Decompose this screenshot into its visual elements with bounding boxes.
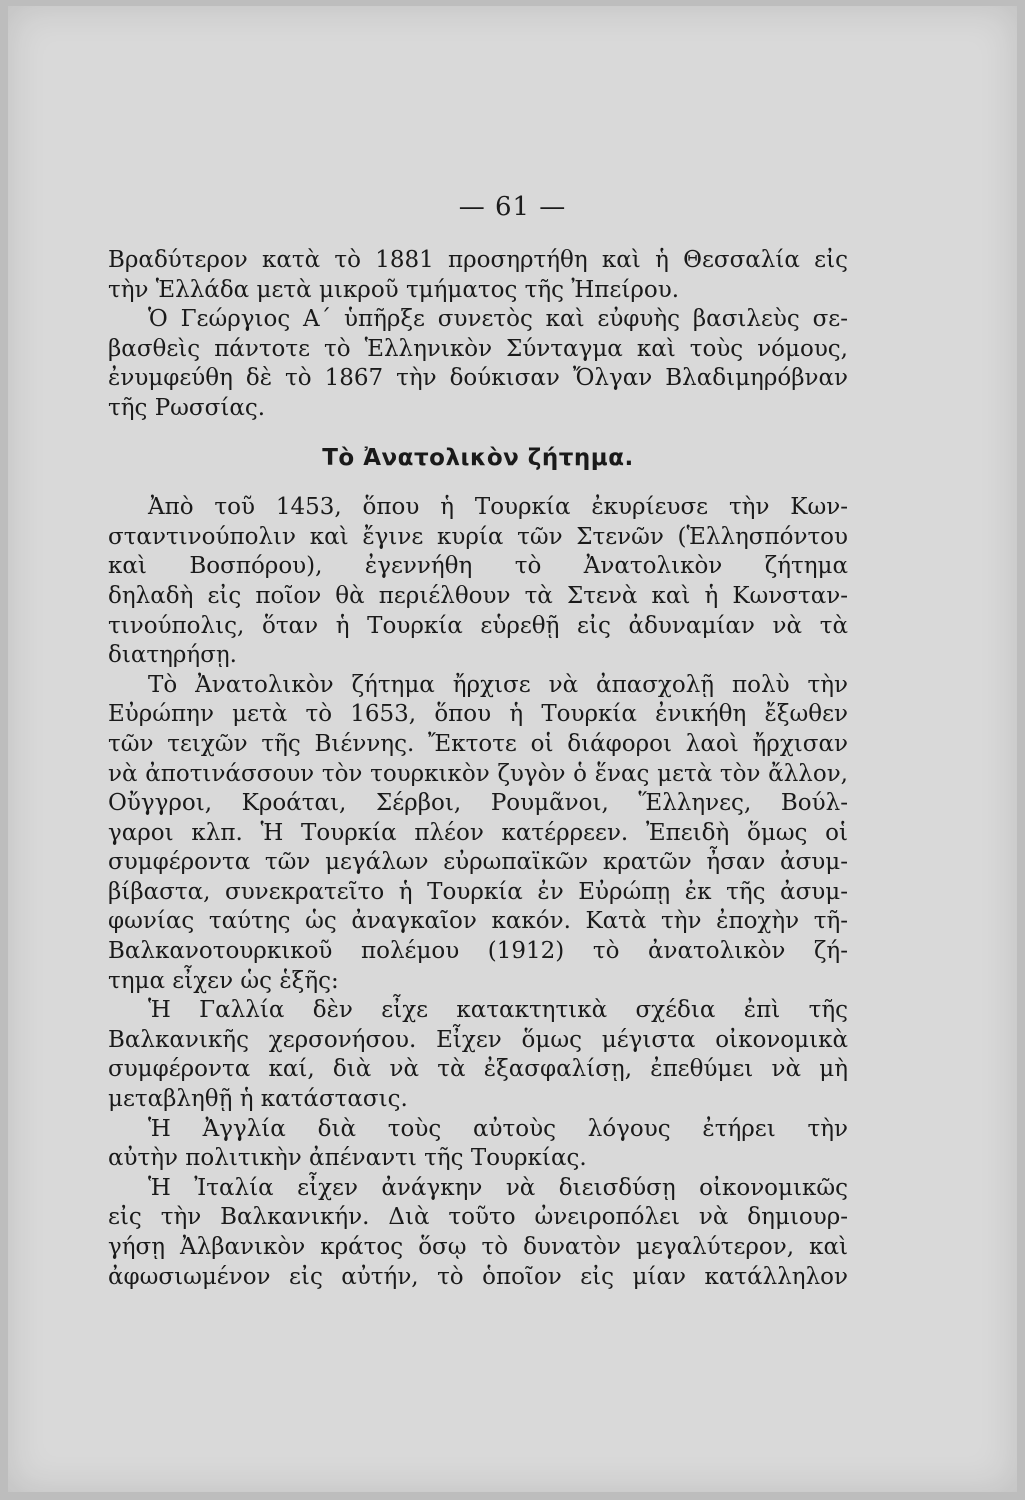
text-line: ἀφωσιωμένον εἰς αὐτήν, τὸ ὁποῖον εἰς μίαν κατάλληλον <box>108 1263 848 1290</box>
text-line: Βραδύτερον κατὰ τὸ 1881 προσηρτήθη καὶ ἡ Θεσσαλία εἰς <box>108 247 848 273</box>
text-line: τινούπολις, ὅταν ἡ Τουρκία εὑρεθῇ εἰς ἀδυναμίαν νὰ τὰ <box>108 612 848 639</box>
text-line: φωνίας ταύτης ὡς ἀναγκαῖον κακόν. Κατὰ τὴν ἐποχὴν τῆ- <box>108 908 848 935</box>
text-line: Βαλκανοτουρκικοῦ πολέμου (1912) τὸ ἀνατολικὸν ζή- <box>108 938 848 965</box>
text-line: γήσῃ Ἀλβανικὸν κράτος ὅσῳ τὸ δυνατὸν μεγαλύτερον, καὶ <box>108 1234 848 1260</box>
book-page <box>8 6 1017 1492</box>
text-line: Τὸ Ἀνατολικὸν ζήτημα ἤρχισε νὰ ἀπασχολῇ πολὺ τὴν <box>148 671 848 698</box>
text-line: γαροι κλπ. Ἡ Τουρκία πλέον κατέρρεεν. Ἐπειδὴ ὅμως οἱ <box>108 819 848 846</box>
text-line: Ἡ Ἀγγλία διὰ τοὺς αὐτοὺς λόγους ἐτήρει τὴν <box>148 1115 848 1142</box>
text-line: Ἡ Ἰταλία εἶχεν ἀνάγκην νὰ διεισδύσῃ οἰκονομικῶς <box>148 1174 848 1201</box>
section-heading: Τὸ Ἀνατολικὸν ζήτημα. <box>322 444 634 471</box>
text-line: τὴν Ἑλλάδα μετὰ μικροῦ τμήματος τῆς Ἠπείρου. <box>108 276 680 303</box>
text-line: συμφέροντα καί, διὰ νὰ τὰ ἐξασφαλίσῃ, ἐπεθύμει νὰ μὴ <box>108 1056 848 1083</box>
text-line: Ἀπὸ τοῦ 1453, ὅπου ἡ Τουρκία ἐκυρίευσε τὴν Κων- <box>148 494 848 521</box>
text-line: τῆς Ρωσσίας. <box>108 394 266 421</box>
text-line: τημα εἶχεν ὡς ἑξῆς: <box>108 967 339 994</box>
text-line: μεταβληθῇ ἡ κατάστασις. <box>108 1086 408 1113</box>
page-number: — 61 — <box>458 192 567 222</box>
text-line: Βαλκανικῆς χερσονήσου. Εἶχεν ὅμως μέγιστα οἰκονομικὰ <box>108 1026 848 1053</box>
text-line: διατηρήσῃ. <box>108 642 237 669</box>
text-line: Εὐρώπην μετὰ τὸ 1653, ὅπου ἡ Τουρκία ἐνικήθη ἔξωθεν <box>108 701 848 728</box>
text-line: Οὔγγροι, Κροάται, Σέρβοι, Ρουμᾶνοι, Ἕλληνες, Βούλ- <box>108 790 848 817</box>
text-line: δηλαδὴ εἰς ποῖον θὰ περιέλθουν τὰ Στενὰ καὶ ἡ Κωνσταν- <box>108 582 848 609</box>
text-line: αὐτὴν πολιτικὴν ἀπέναντι τῆς Τουρκίας. <box>108 1145 587 1172</box>
text-line: τῶν τειχῶν τῆς Βιέννης. Ἔκτοτε οἱ διάφοροι λαοὶ ἤρχισαν <box>108 730 848 757</box>
body-text <box>108 246 848 1292</box>
text-line: ἐνυμφεύθη δὲ τὸ 1867 τὴν δούκισαν Ὄλγαν Βλαδιμηρόβναν <box>108 365 848 392</box>
text-line: εἰς τὴν Βαλκανικήν. Διὰ τοῦτο ὠνειροπόλει νὰ δημιουρ- <box>108 1204 848 1231</box>
text-line: σταντινούπολιν καὶ ἔγινε κυρία τῶν Στενῶν (Ἑλλησπόντου <box>108 523 848 550</box>
text-line: Ἡ Γαλλία δὲν εἶχε κατακτητικὰ σχέδια ἐπὶ τῆς <box>148 997 848 1024</box>
text-line: συμφέροντα τῶν μεγάλων εὐρωπαϊκῶν κρατῶν ἦσαν ἀσυμ- <box>108 849 848 876</box>
text-line: βασθεὶς πάντοτε τὸ Ἑλληνικὸν Σύνταγμα καὶ τοὺς νόμους, <box>108 335 848 362</box>
text-line: βίβαστα, συνεκρατεῖτο ἡ Τουρκία ἐν Εὐρώπῃ ἐκ τῆς ἀσυμ- <box>108 878 848 905</box>
text-line: Ὁ Γεώργιος Α΄ ὑπῆρξε συνετὸς καὶ εὐφυὴς βασιλεὺς σε- <box>148 306 848 333</box>
text-line: νὰ ἀποτινάσσουν τὸν τουρκικὸν ζυγὸν ὁ ἕνας μετὰ τὸν ἄλλον, <box>108 760 848 787</box>
text-line: καὶ Βοσπόρου), ἐγεννήθη τὸ Ἀνατολικὸν ζήτημα <box>108 553 848 580</box>
